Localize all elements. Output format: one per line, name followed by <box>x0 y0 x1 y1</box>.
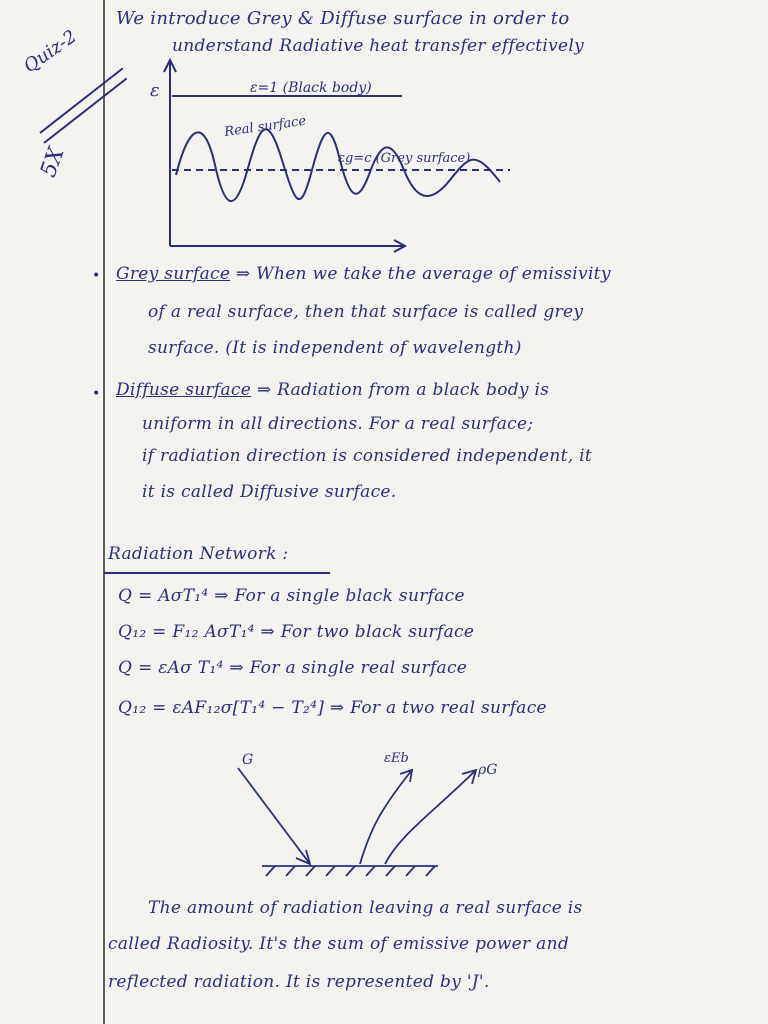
equation-4: Q₁₂ = εAF₁₂σ[T₁⁴ − T₂⁴] ⇒ For a two real surface <box>118 698 547 718</box>
emitted-ray <box>360 770 412 864</box>
intro-line-1: We introduce Grey & Diffuse surface in order to <box>116 8 570 29</box>
diffuse-surface-def-1: Radiation from a black body is <box>277 380 550 400</box>
grey-surface-line-3: surface. (It is independent of wavelength) <box>148 338 522 358</box>
surface-hatching <box>266 866 435 876</box>
emitted-label: εEb <box>384 751 409 766</box>
incident-ray <box>238 768 310 864</box>
diffuse-surface-line-2: uniform in all directions. For a real surface; <box>142 414 534 434</box>
grey-surface-line-2: of a real surface, then that surface is called grey <box>148 302 584 322</box>
radiosity-line-3: reflected radiation. It is represented by 'J'. <box>108 972 490 992</box>
radiosity-line-2: called Radiosity. It's the sum of emissive power and <box>108 934 570 954</box>
grey-surface-term: Grey surface <box>116 264 231 284</box>
margin-note-quiz: Quiz-2 <box>20 26 81 78</box>
implies-arrow: ⇒ <box>235 264 251 284</box>
y-axis-label: ε <box>150 80 160 101</box>
grey-surface-def-1: When we take the average of emissivity <box>256 264 611 284</box>
equation-2: Q₁₂ = F₁₂ AσT₁⁴ ⇒ For two black surface <box>118 622 475 642</box>
diffuse-surface-term: Diffuse surface <box>116 380 252 400</box>
intro-line-2: understand Radiative heat transfer effectively <box>172 36 585 56</box>
black-body-label: ε=1 (Black body) <box>250 80 372 96</box>
real-surface-label: Real surface <box>223 113 308 140</box>
diffuse-surface-line-3: if radiation direction is considered independent, it <box>142 446 593 466</box>
bullet: • <box>92 386 101 402</box>
reflected-ray <box>385 770 476 864</box>
radiosity-line-1: The amount of radiation leaving a real surface is <box>148 898 583 918</box>
implies-arrow: ⇒ <box>256 380 272 400</box>
diffuse-surface-line-4: it is called Diffusive surface. <box>142 482 397 502</box>
equation-1: Q = AσT₁⁴ ⇒ For a single black surface <box>118 586 465 606</box>
reflected-label: ρG <box>478 762 498 778</box>
grey-surface-label: εg=c (Grey surface) <box>338 151 471 166</box>
bullet: • <box>92 268 101 284</box>
margin-note-marks: 5X <box>36 144 70 181</box>
equation-3: Q = εAσ T₁⁴ ⇒ For a single real surface <box>118 658 468 678</box>
incident-label: G <box>242 752 254 768</box>
radiation-network-heading: Radiation Network : <box>108 544 289 564</box>
